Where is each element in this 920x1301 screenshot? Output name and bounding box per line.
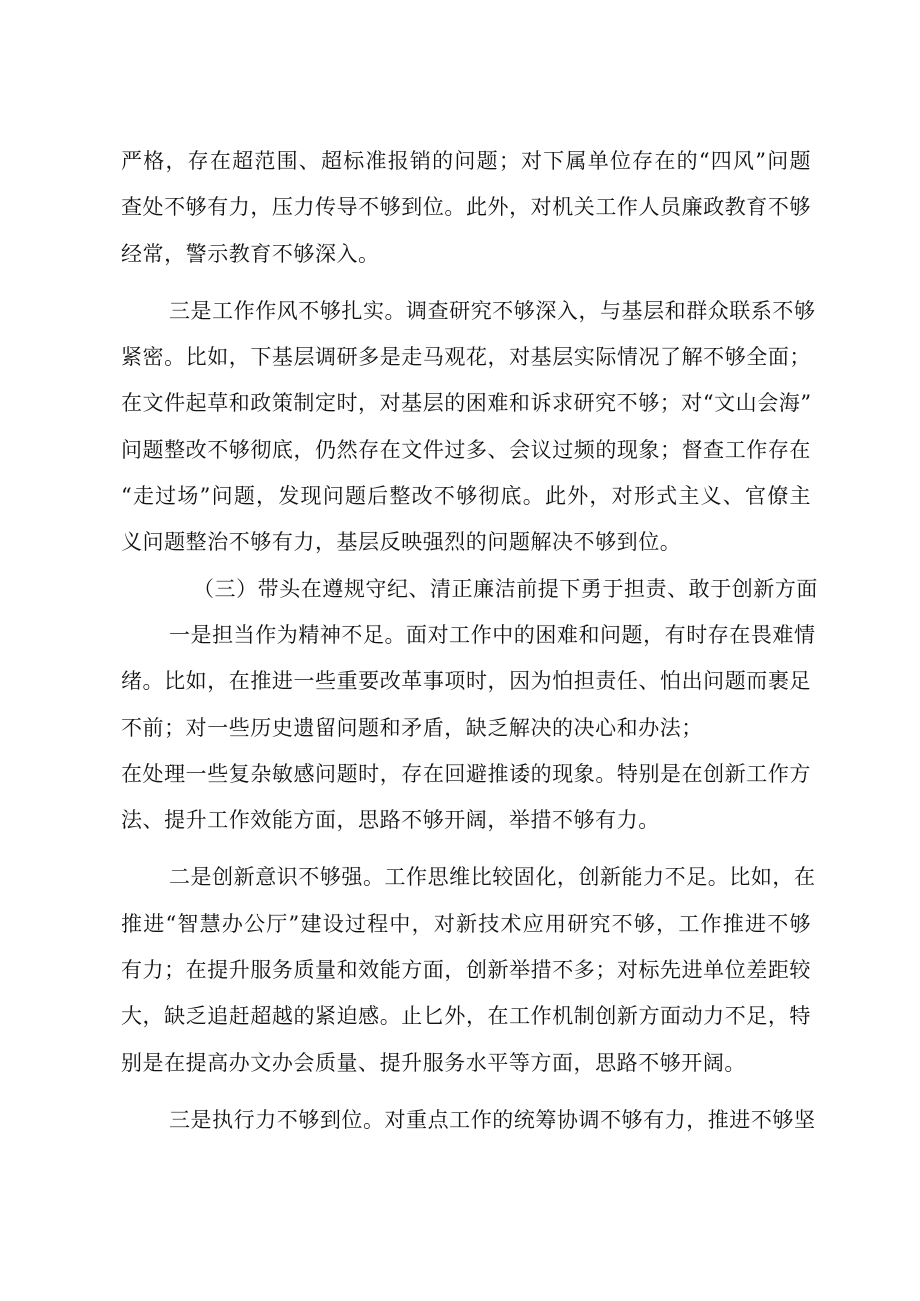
text-line: 不前；对一些历史遗留问题和矛盾，缺乏解决的决心和办法；: [121, 715, 703, 740]
document-body: [121, 138, 818, 1143]
text-line: 一是担当作为精神不足。面对工作中的困难和问题，有时存在畏难情: [169, 622, 816, 647]
text-line: 问题整改不够彻底，仍然存在文件过多、会议过频的现象；督查工作存在: [121, 437, 811, 462]
paragraph-4: [121, 854, 816, 1085]
text-line: 在处理一些复杂敏感问题时，存在回避推诿的现象。特别是在创新工作方: [121, 761, 811, 786]
text-line: 三是执行力不够到位。对重点工作的统筹协调不够有力，推进不够坚: [169, 1107, 816, 1132]
text-line: 严格，存在超范围、超标准报销的问题；对下属单位存在的“四风”问题: [121, 149, 811, 173]
text-line: 大，缺乏追赶超越的紧迫感。止匕外，在工作机制创新方面动力不足，特: [121, 1004, 811, 1029]
text-line: 查处不够有力，压力传导不够到位。此外，对机关工作人员廉政教育不够: [121, 195, 811, 220]
text-line: 在文件起草和政策制定时，对基层的困难和诉求研究不够；对“文山会海”: [121, 391, 812, 416]
text-line: 别是在提高办文办会质量、提升服务水平等方面，思路不够开阔。: [121, 1050, 746, 1075]
paragraph-5: [121, 1097, 816, 1143]
text-line: 紧密。比如，下基层调研多是走马观花，对基层实际情况了解不够全面；: [121, 345, 811, 370]
paragraph-1: [121, 138, 811, 277]
paragraph-2: [121, 288, 816, 566]
text-line: 绪。比如，在推进一些重要改革事项时，因为怕担责任、怕出问题而裹足: [121, 669, 811, 694]
text-line: 法、提升工作效能方面，思路不够开阔，举措不够有力。: [121, 808, 660, 833]
text-line: 推进“智慧办公厅”建设过程中，对新技术应用研究不够，工作推进不够: [121, 911, 811, 936]
text-line: 义问题整治不够有力，基层反映强烈的问题解决不够到位。: [121, 530, 682, 555]
section-heading: [121, 566, 818, 612]
text-line: “走过场”问题，发现问题后整改不够彻底。此外，对形式主义、官僚主: [121, 484, 811, 509]
text-line: 经常，警示教育不够深入。: [121, 241, 380, 266]
text-line: 二是创新意识不够强。工作思维比较固化，创新能力不足。比如，在: [169, 865, 816, 890]
paragraph-3: [121, 612, 816, 843]
text-line: 三是工作作风不够扎实。调查研究不够深入，与基层和群众联系不够: [169, 298, 816, 323]
section-heading-text: （三）带头在遵规守纪、清正廉洁前提下勇于担责、敢于创新方面: [193, 576, 818, 601]
text-line: 有力；在提升服务质量和效能方面，创新举措不多；对标先进单位差距较: [121, 958, 811, 983]
